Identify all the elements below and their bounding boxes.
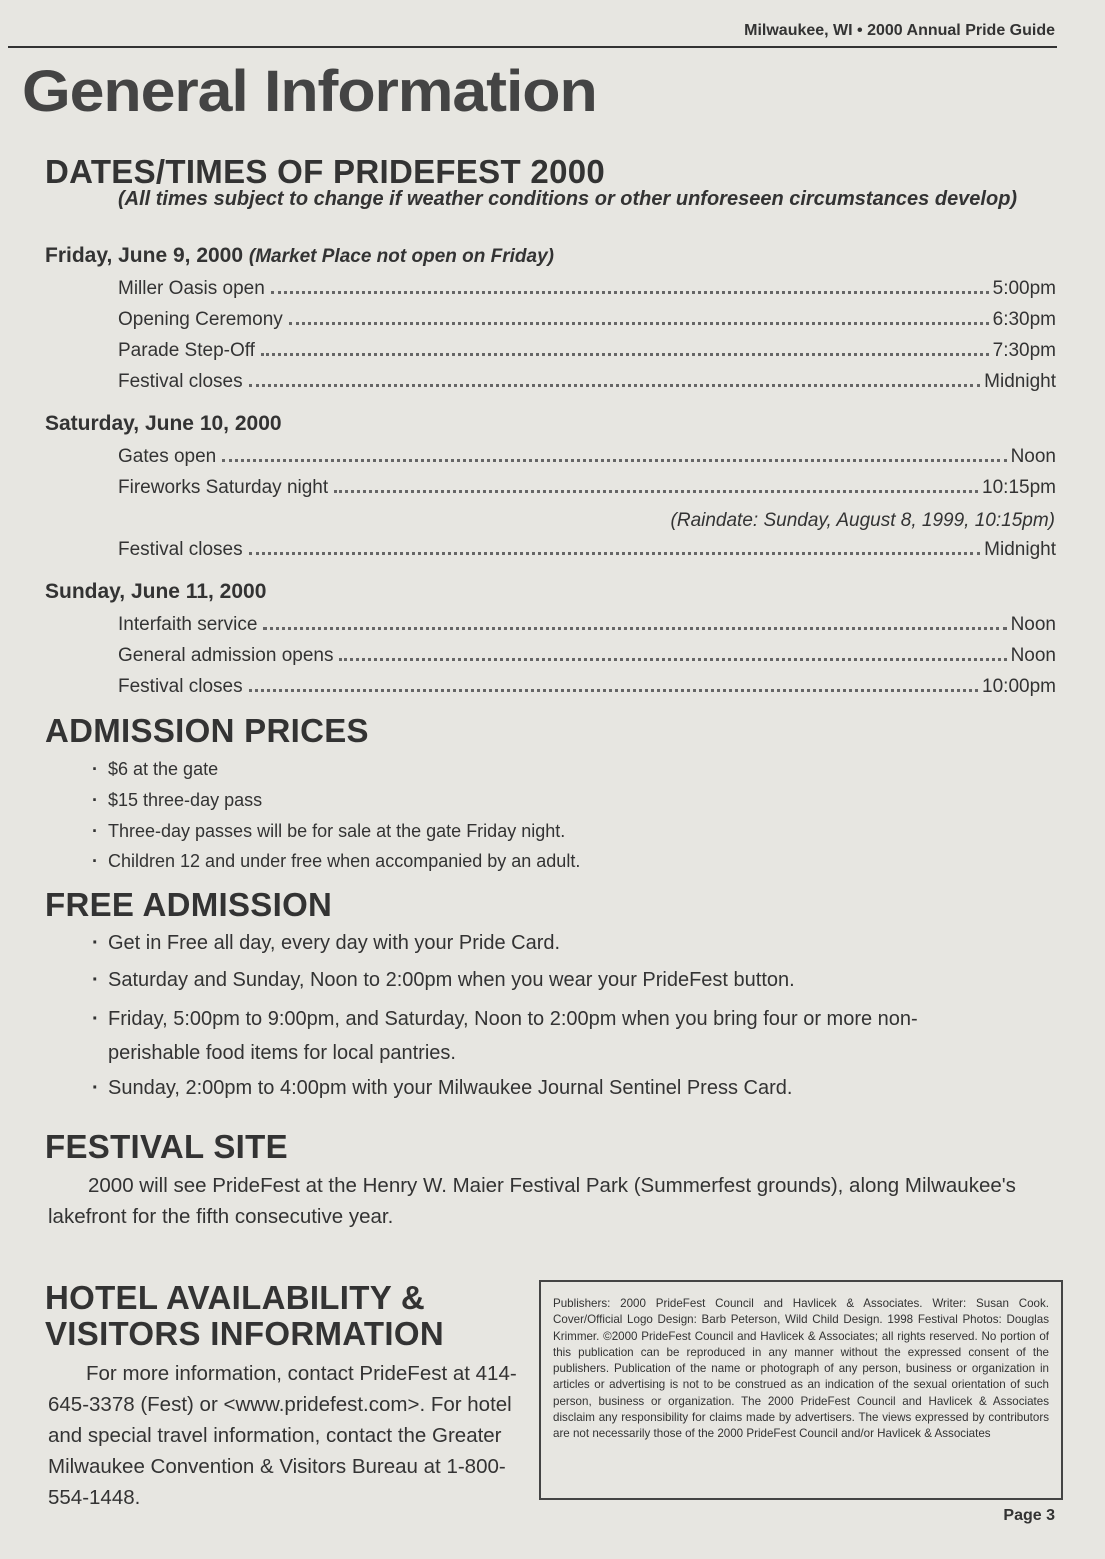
sunday-title: Sunday, June 11, 2000 xyxy=(45,580,267,603)
schedule-row xyxy=(118,477,1056,503)
event-label: Festival closes xyxy=(118,371,243,392)
list-item: · Saturday and Sunday, Noon to 2:00pm when you wear your PrideFest button. xyxy=(108,963,1038,997)
event-label: Festival closes xyxy=(118,676,243,697)
hotel-text: For more information, contact PrideFest at 414-645-3378 (Fest) or <www.pridefest.com>. For hotel and special travel information, contact the Greater Milwaukee Convention & Visitors Bureau at 1-800-554-1448. xyxy=(48,1362,517,1509)
list-item: · Children 12 and under free when accompanied by an adult. xyxy=(108,851,580,872)
admission-heading: ADMISSION PRICES xyxy=(45,712,369,749)
friday-title: Friday, June 9, 2000 xyxy=(45,244,244,267)
event-time: Midnight xyxy=(984,371,1056,392)
dates-heading: DATES/TIMES OF PRIDEFEST 2000 xyxy=(45,153,606,190)
event-label: Parade Step-Off xyxy=(118,340,255,361)
list-item: · $15 three-day pass xyxy=(108,790,262,811)
list-item: · Sunday, 2:00pm to 4:00pm with your Milwaukee Journal Sentinel Press Card. xyxy=(108,1071,1038,1105)
leader-dots xyxy=(334,489,978,493)
hotel-heading-line-1: HOTEL AVAILABILITY & xyxy=(45,1279,426,1316)
event-time: 10:15pm xyxy=(982,477,1056,498)
schedule-row xyxy=(118,645,1056,671)
page-title: General Information xyxy=(22,59,597,124)
event-time: Noon xyxy=(1010,614,1056,635)
schedule-row xyxy=(118,676,1056,702)
schedule-row xyxy=(118,371,1056,397)
leader-dots xyxy=(249,551,981,555)
event-label: Miller Oasis open xyxy=(118,278,265,299)
event-time: Noon xyxy=(1010,645,1056,666)
leader-dots xyxy=(263,626,1006,630)
festival-site-heading: FESTIVAL SITE xyxy=(45,1128,288,1165)
credits-text: Publishers: 2000 PrideFest Council and Havlicek & Associates. Writer: Susan Cook. Cover/Official Logo Design: Barb Peterson, Wild Child Design. 1998 Festival Photos: Douglas Krimmer. ©2000 PrideFest Council and Havlicek & Associates; all rights reserved. No portion of this publication can be reproduced in any manner without the expressed consent of the publishers. Publication of the name or photograph of any person, business or organization in articles or advertising is not to be construed as an indication of the sexual orientation of such person, business or organization. The 2000 PrideFest Council and Havlicek & Associates disclaim any responsibility for claims made by advertisers. The views expressed by contributors are not necessarily those of the 2000 PrideFest Council and/or Havlicek & Associates xyxy=(553,1297,1049,1441)
schedule-row xyxy=(118,278,1056,304)
schedule-row xyxy=(118,309,1056,335)
event-time: 6:30pm xyxy=(992,309,1056,330)
credits-box xyxy=(539,1280,1063,1500)
event-label: Opening Ceremony xyxy=(118,309,283,330)
saturday-heading xyxy=(45,412,282,436)
hotel-heading-line-2: VISITORS INFORMATION xyxy=(45,1315,444,1352)
sunday-heading xyxy=(45,580,266,604)
event-time: Noon xyxy=(1010,446,1056,467)
list-item: · Get in Free all day, every day with your Pride Card. xyxy=(108,926,1038,960)
leader-dots xyxy=(289,321,989,325)
running-head: Milwaukee, WI • 2000 Annual Pride Guide xyxy=(744,22,1055,39)
event-time: 5:00pm xyxy=(992,278,1056,299)
free-admission-heading: FREE ADMISSION xyxy=(45,886,333,923)
leader-dots xyxy=(222,458,1006,462)
leader-dots xyxy=(249,383,981,387)
schedule-row xyxy=(118,614,1056,640)
event-label: Festival closes xyxy=(118,539,243,560)
list-item: · Friday, 5:00pm to 9:00pm, and Saturday, Noon to 2:00pm when you bring four or more non-perishable food items for local pantries. xyxy=(108,1002,1008,1070)
hotel-heading xyxy=(45,1280,444,1352)
event-label: Interfaith service xyxy=(118,614,258,635)
leader-dots xyxy=(339,657,1006,661)
leader-dots xyxy=(261,352,989,356)
event-label: General admission opens xyxy=(118,645,334,666)
event-time: 10:00pm xyxy=(982,676,1056,697)
schedule-row xyxy=(118,446,1056,472)
dates-subtitle: (All times subject to change if weather conditions or other unforeseen circumstances develop) xyxy=(118,188,1018,210)
event-time: 7:30pm xyxy=(992,340,1056,361)
raindate-note: (Raindate: Sunday, August 8, 1999, 10:15pm) xyxy=(670,510,1055,531)
event-label: Gates open xyxy=(118,446,217,467)
list-item: · Three-day passes will be for sale at the gate Friday night. xyxy=(108,821,565,842)
header-rule xyxy=(8,46,1057,48)
festival-site-text: 2000 will see PrideFest at the Henry W. Maier Festival Park (Summerfest grounds), along Milwaukee's lakefront for the fifth consecutive year. xyxy=(48,1174,1016,1228)
page-number: Page 3 xyxy=(1003,1507,1055,1524)
schedule-row xyxy=(118,340,1056,366)
schedule-row xyxy=(118,539,1056,565)
event-label: Fireworks Saturday night xyxy=(118,477,329,498)
friday-heading xyxy=(45,244,554,268)
list-item: · $6 at the gate xyxy=(108,759,218,780)
friday-note: (Market Place not open on Friday) xyxy=(248,246,554,267)
leader-dots xyxy=(249,688,978,692)
leader-dots xyxy=(271,290,989,294)
saturday-title: Saturday, June 10, 2000 xyxy=(45,412,282,435)
event-time: Midnight xyxy=(984,539,1056,560)
